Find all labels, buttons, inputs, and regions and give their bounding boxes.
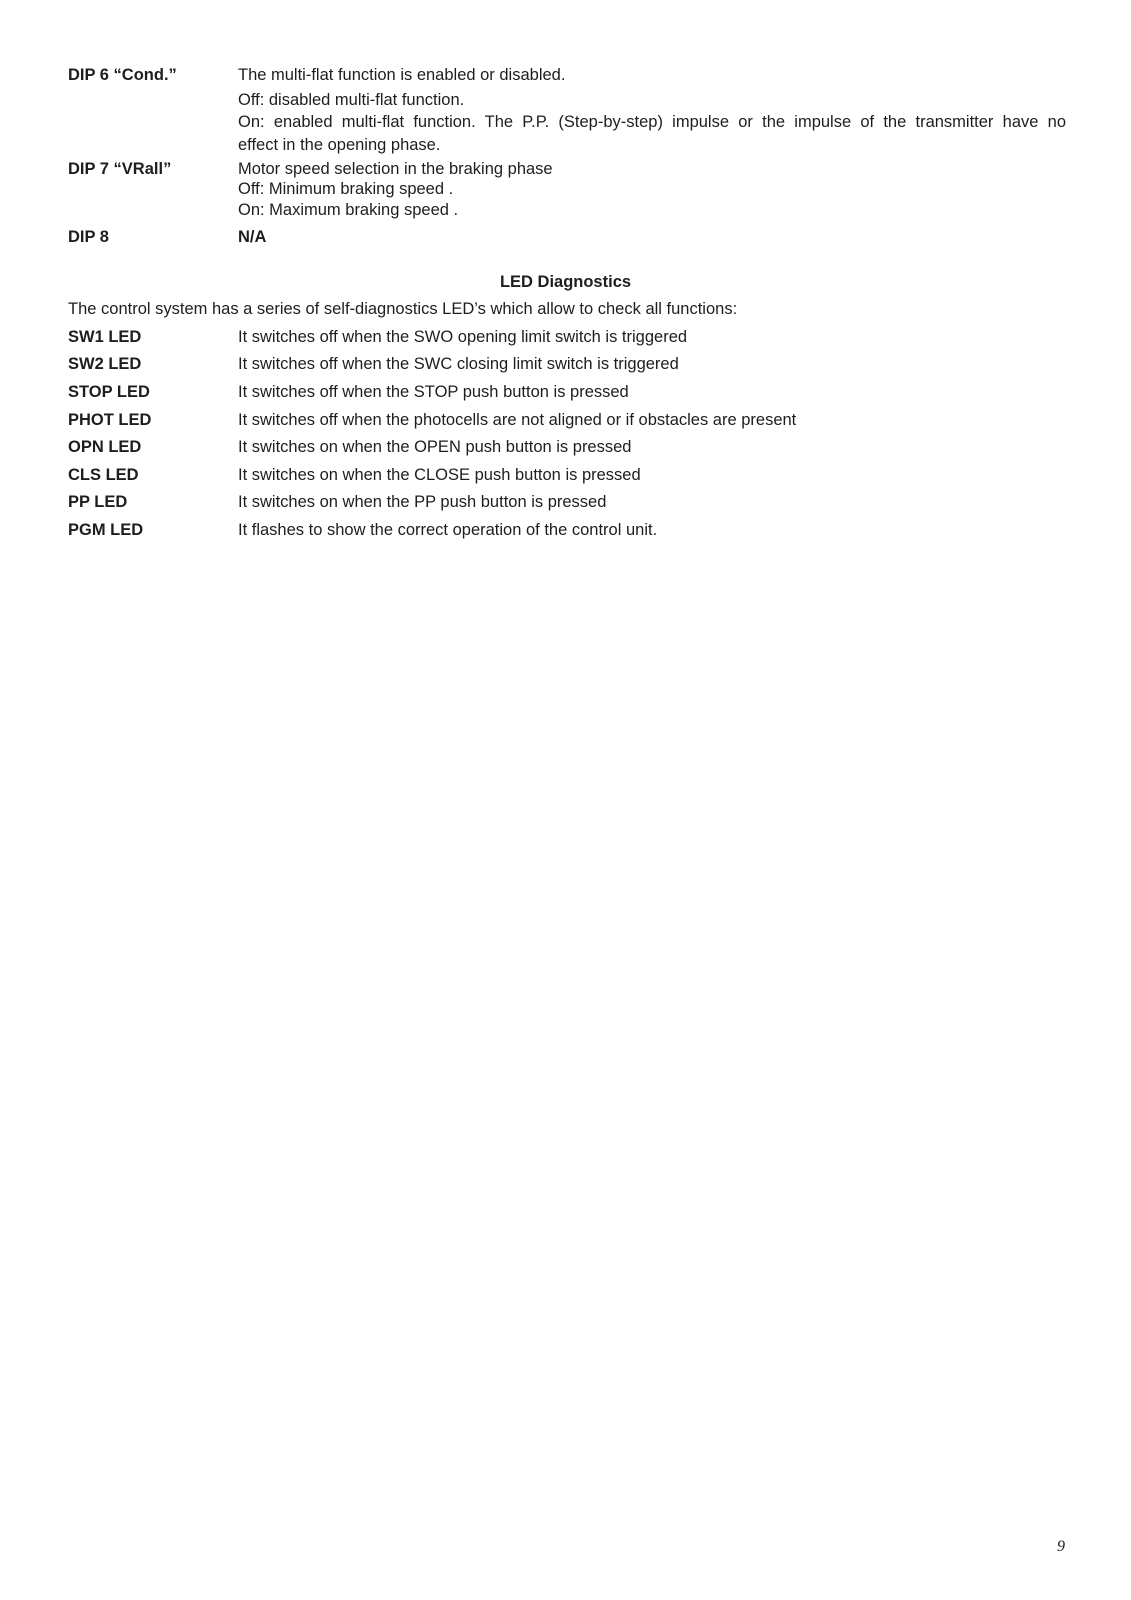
led-label-sw1: SW1 LED xyxy=(68,328,142,346)
led-label-stop: STOP LED xyxy=(68,383,150,401)
led-desc-stop: It switches off when the STOP push button is pressed xyxy=(238,383,629,401)
dip6-line-2: Off: disabled multi-flat function. xyxy=(238,91,465,109)
led-intro: The control system has a series of self-diagnostics LED’s which allow to check all functions: xyxy=(68,300,738,318)
dip7-line-1: Motor speed selection in the braking phase xyxy=(238,160,553,178)
led-desc-phot: It switches off when the photocells are not aligned or if obstacles are present xyxy=(238,411,797,429)
led-desc-pgm: It flashes to show the correct operation of the control unit. xyxy=(238,521,658,539)
dip6-line-4: effect in the opening phase. xyxy=(238,136,441,154)
dip8-value: N/A xyxy=(238,228,267,246)
led-desc-cls: It switches on when the CLOSE push button is pressed xyxy=(238,466,641,484)
led-desc-pp: It switches on when the PP push button is pressed xyxy=(238,493,607,511)
led-label-phot: PHOT LED xyxy=(68,411,152,429)
dip6-line-3: On: enabled multi-flat function. The P.P. (Step-by-step) impulse or the impulse of the transmitter have no xyxy=(238,113,1066,131)
led-label-cls: CLS LED xyxy=(68,466,139,484)
led-desc-sw1: It switches off when the SWO opening limit switch is triggered xyxy=(238,328,688,346)
dip7-line-3: On: Maximum braking speed . xyxy=(238,201,459,219)
dip6-label: DIP 6 “Cond.” xyxy=(68,66,177,84)
led-label-pgm: PGM LED xyxy=(68,521,144,539)
led-label-sw2: SW2 LED xyxy=(68,355,142,373)
dip8-label: DIP 8 xyxy=(68,228,109,246)
led-label-pp: PP LED xyxy=(68,493,128,511)
dip6-line-1: The multi-flat function is enabled or disabled. xyxy=(238,66,566,84)
led-diagnostics-heading: LED Diagnostics xyxy=(499,273,632,291)
dip7-label: DIP 7 “VRall” xyxy=(68,160,172,178)
dip7-line-2: Off: Minimum braking speed . xyxy=(238,180,454,198)
led-desc-sw2: It switches off when the SWC closing limit switch is triggered xyxy=(238,355,679,373)
page-number: 9 xyxy=(1057,1538,1065,1555)
led-desc-opn: It switches on when the OPEN push button is pressed xyxy=(238,438,632,456)
led-label-opn: OPN LED xyxy=(68,438,142,456)
